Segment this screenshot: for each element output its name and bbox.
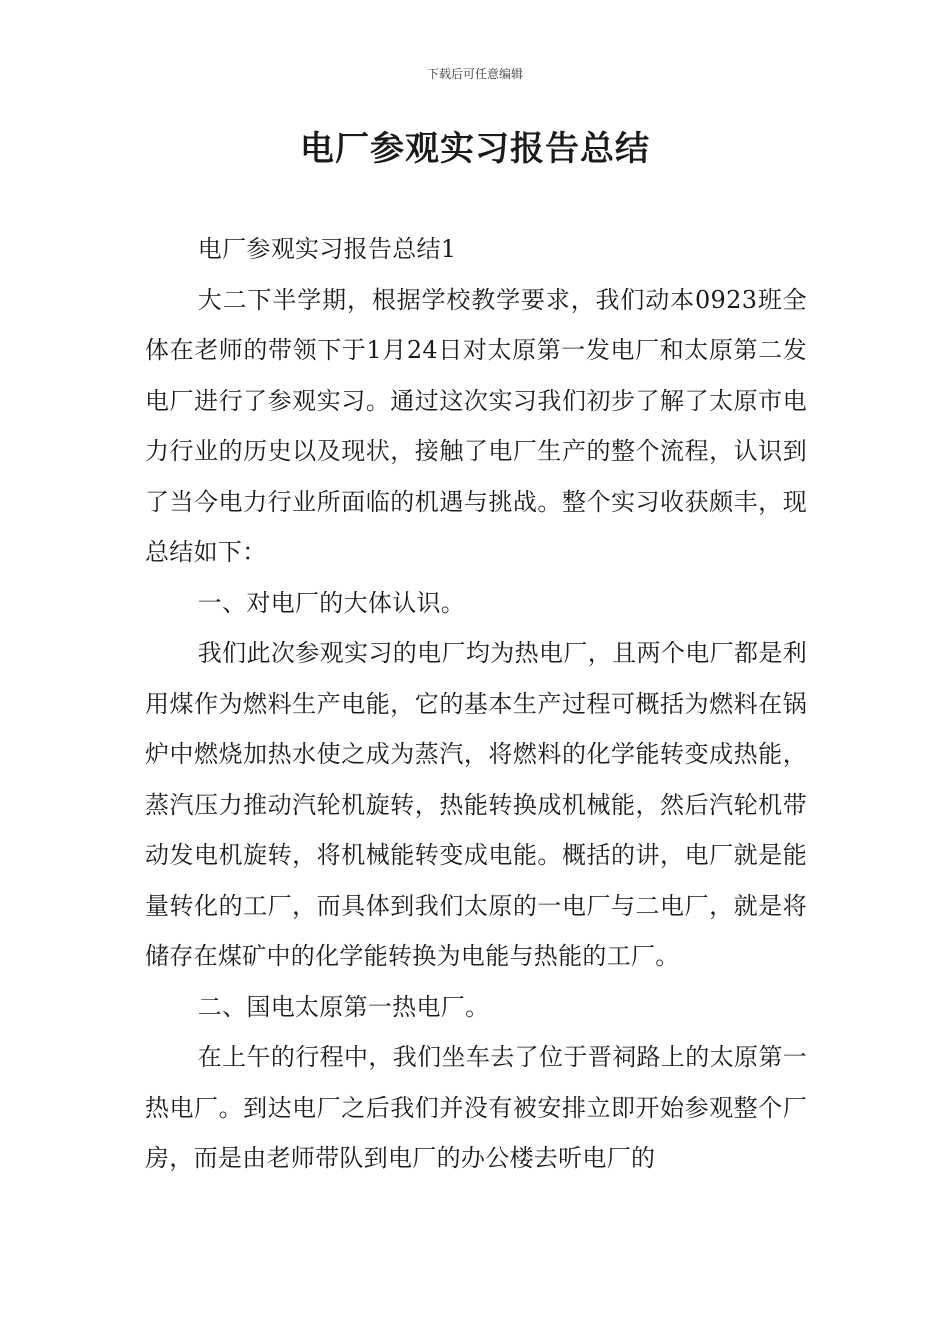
section-heading: 二、国电太原第一热电厂。 — [197, 992, 490, 1021]
document-title: 电厂参观实习报告总结 — [300, 129, 650, 169]
paragraph: 大二下半学期，根据学校教学要求，我们动本0923班全体在老师的带领下于1月24日对太原第一发电厂和太原第二发电厂进行了参观实习。通过这次实习我们初步了解了太原市电力行业的历史以及现状，接触了电厂生产的整个流程，认识到了当今电力行业所面临的机遇与挑战。整个实习收获颇丰，现总结如下： — [145, 285, 807, 566]
document-body — [145, 224, 807, 1184]
paragraph: 在上午的行程中，我们坐车去了位于晋祠路上的太原第一热电厂。到达电厂之后我们并没有被安排立即开始参观整个厂房，而是由老师带队到电厂的办公楼去听电厂的 — [145, 1043, 807, 1172]
section-heading: 一、对电厂的大体认识。 — [197, 588, 466, 617]
section-heading: 电厂参观实习报告总结1 — [197, 235, 457, 263]
paragraph: 我们此次参观实习的电厂均为热电厂，且两个电厂都是利用煤作为燃料生产电能，它的基本生产过程可概括为燃料在锅炉中燃烧加热水使之成为蒸汽，将燃料的化学能转变成热能，蒸汽压力推动汽轮机旋转，热能转换成机械能，然后汽轮机带动发电机旋转，将机械能转变成电能。概括的讲，电厂就是能量转化的工厂，而具体到我们太原的一电厂与二电厂，就是将储存在煤矿中的化学能转换为电能与热能的工厂。 — [145, 639, 807, 970]
header-note: 下载后可任意编辑 — [426, 67, 523, 81]
